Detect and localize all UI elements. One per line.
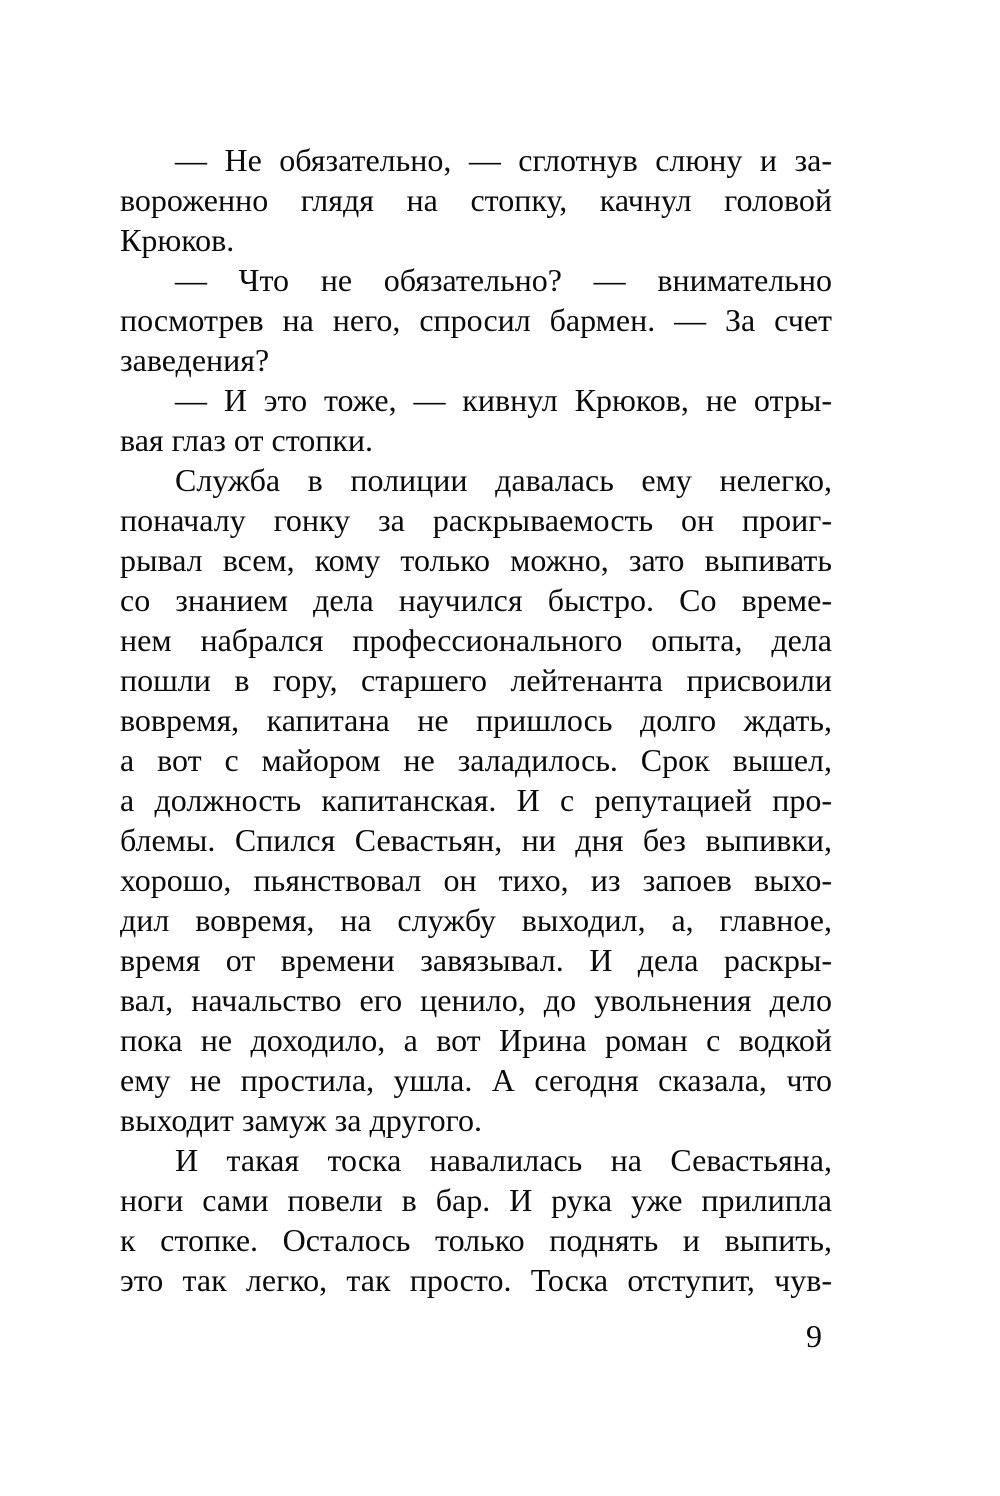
text-line: Крюков. bbox=[120, 222, 235, 258]
text-line: ему не простила, ушла. А сегодня сказала, что bbox=[120, 1062, 832, 1098]
text-line: а должность капитанская. И с репутацией про- bbox=[120, 782, 832, 818]
text-line: — И это тоже, — кивнул Крюков, не отры- bbox=[175, 382, 832, 418]
text-line: вал, начальство его ценило, до увольнения дело bbox=[120, 982, 832, 1018]
text-line: пошли в гору, старшего лейтенанта присвоили bbox=[120, 662, 832, 698]
paragraph bbox=[120, 140, 832, 260]
text-line: — Что не обязательно? — внимательно bbox=[175, 262, 832, 298]
text-line: к стопке. Осталось только поднять и выпить, bbox=[120, 1222, 832, 1258]
text-line: выходит замуж за другого. bbox=[120, 1102, 482, 1138]
text-line: посмотрев на него, спросил бармен. — За счет bbox=[120, 302, 832, 338]
text-line: нем набрался профессионального опыта, дела bbox=[120, 622, 832, 658]
text-line: вовремя, капитана не пришлось долго ждать, bbox=[120, 702, 832, 738]
text-line: хорошо, пьянствовал он тихо, из запоев выхо- bbox=[120, 862, 832, 898]
text-line: вороженно глядя на стопку, качнул головой bbox=[120, 182, 832, 218]
text-block bbox=[120, 140, 832, 1300]
text-line: рывал всем, кому только можно, зато выпивать bbox=[120, 542, 832, 578]
text-line: это так легко, так просто. Тоска отступит, чув- bbox=[120, 1262, 832, 1298]
paragraph bbox=[120, 460, 832, 1140]
text-line: И такая тоска навалилась на Севастьяна, bbox=[175, 1142, 832, 1178]
text-line: а вот с майором не заладилось. Срок вышел, bbox=[120, 742, 832, 778]
paragraph bbox=[120, 380, 832, 460]
text-line: ноги сами повели в бар. И рука уже прилипла bbox=[120, 1182, 832, 1218]
text-line: заведения? bbox=[120, 342, 270, 378]
text-line: — Не обязательно, — сглотнув слюну и за- bbox=[175, 142, 832, 178]
text-line: со знанием дела научился быстро. Со време- bbox=[120, 582, 832, 618]
paragraph bbox=[120, 260, 832, 380]
text-line: поначалу гонку за раскрываемость он проиг- bbox=[120, 502, 832, 538]
text-line: пока не доходило, а вот Ирина роман с водкой bbox=[120, 1022, 832, 1058]
paragraph bbox=[120, 1140, 832, 1300]
text-line: вая глаз от стопки. bbox=[120, 422, 374, 458]
text-line: Служба в полиции давалась ему нелегко, bbox=[175, 462, 832, 498]
page-number: 9 bbox=[806, 1318, 822, 1354]
text-line: время от времени завязывал. И дела раскры- bbox=[120, 942, 832, 978]
text-line: блемы. Спился Севастьян, ни дня без выпивки, bbox=[120, 822, 832, 858]
text-line: дил вовремя, на службу выходил, а, главное, bbox=[120, 902, 832, 938]
